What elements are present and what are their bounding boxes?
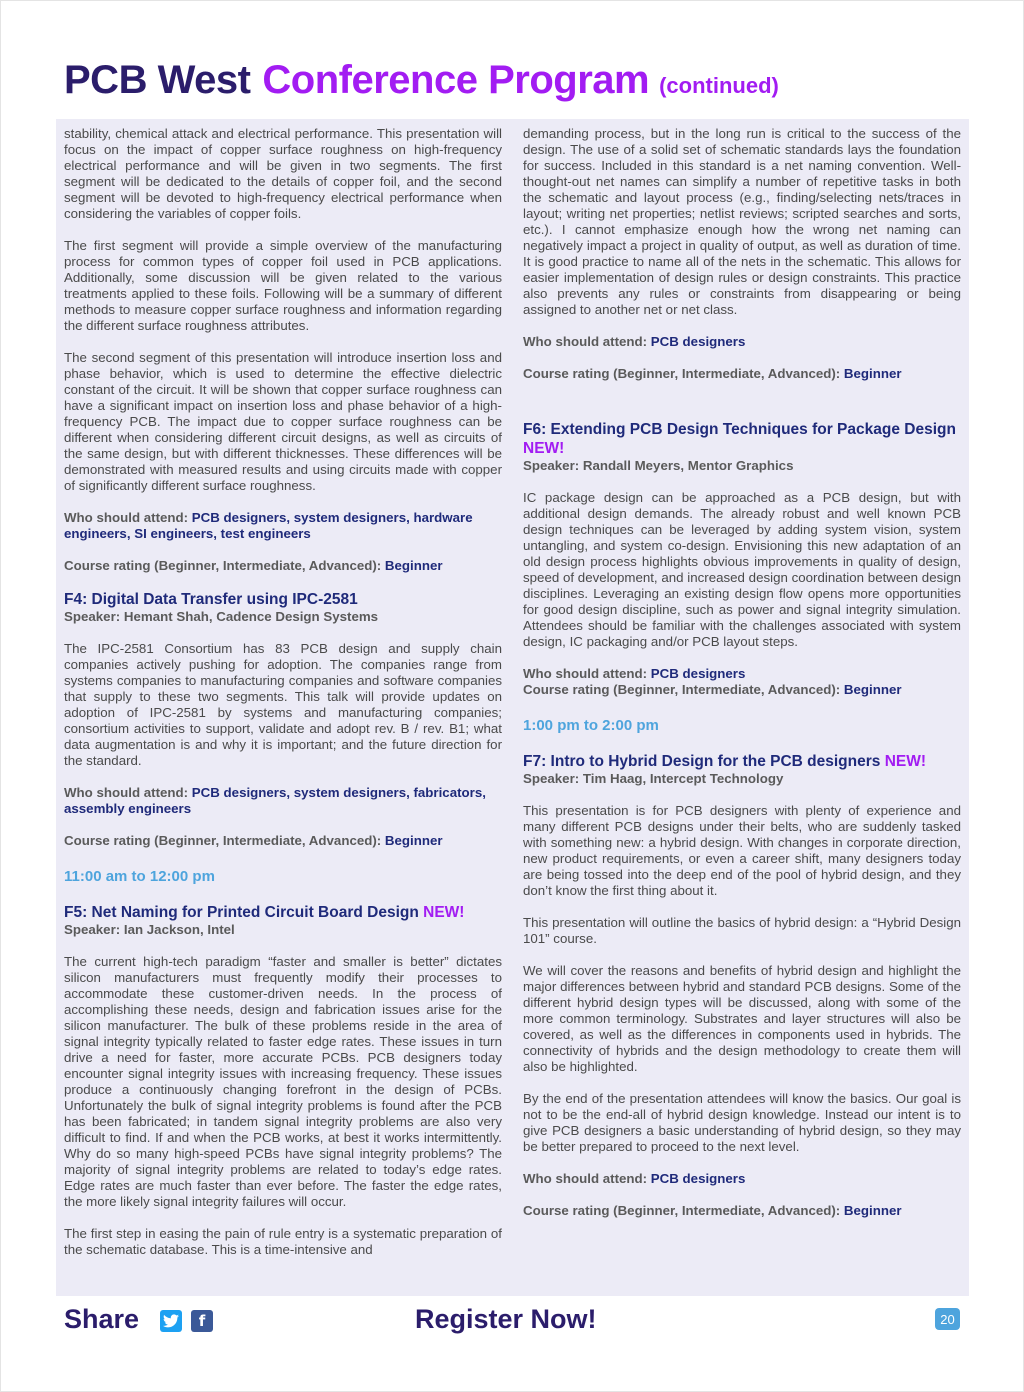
title-text: F6: Extending PCB Design Techniques for Package Design <box>523 421 956 438</box>
rating-value: Beginner <box>843 366 902 381</box>
left-column <box>64 126 502 1274</box>
attend-label: Who should attend: <box>523 334 651 349</box>
rating-label: Course rating (Beginner, Intermediate, Advanced): <box>64 833 385 848</box>
header-continued: (continued) <box>659 73 779 98</box>
attend-value: PCB designers, system designers, fabricators, assembly engineers <box>64 785 486 816</box>
twitter-icon[interactable] <box>160 1310 182 1332</box>
paragraph: stability, chemical attack and electrical performance. This presentation will focus on the impact of copper surface roughness on high-frequency electrical performance and will be given in two segments. The first segment will be dedicated to the details of copper foil, and the second segment will be devoted to high-frequency electrical performance when considering the variables of copper foils. <box>64 126 502 221</box>
attend-label: Who should attend: <box>64 785 192 800</box>
time-slot: 1:00 pm to 2:00 pm <box>523 717 659 734</box>
content-panel <box>56 119 969 1296</box>
new-badge: NEW! <box>523 440 565 457</box>
rating-label: Course rating (Beginner, Intermediate, Advanced): <box>523 682 844 697</box>
title-text: F7: Intro to Hybrid Design for the PCB designers <box>523 753 885 770</box>
course-rating <box>523 366 961 382</box>
attend-value: PCB designers <box>650 334 746 349</box>
title-text: F5: Net Naming for Printed Circuit Board Design <box>64 904 424 921</box>
paragraph: The second segment of this presentation will introduce insertion loss and phase behavior, which is used to determine the effective dielectric constant of the circuit. It will be shown that copper surface roughness can have a significant impact on insertion loss and phase behavior of a high-frequency PCB. The impact due to copper surface roughness can be different when considering different circuit designs, as well as circuits of the same design, but with different thicknesses. These differences will be demonstrated with measured results and using circuits made with copper of significantly different surface roughness. <box>64 350 502 493</box>
new-badge: NEW! <box>423 904 465 921</box>
facebook-icon[interactable]: f <box>191 1310 213 1332</box>
rating-label: Course rating (Beginner, Intermediate, Advanced): <box>523 366 844 381</box>
who-should-attend <box>523 1171 961 1187</box>
paragraph: We will cover the reasons and benefits of hybrid design and highlight the major differences between hybrid and standard PCB designs. Some of the different hybrid design types will be discussed, along with some of the more common terminology. Substrates and layer structures will also be covered, as well as the differences in components used in hybrids. The connectivity of hybrids and the design methodology to create them will also be highlighted. <box>523 963 961 1074</box>
course-rating <box>523 1203 961 1219</box>
rating-value: Beginner <box>843 682 902 697</box>
course-rating <box>64 833 502 849</box>
attend-label: Who should attend: <box>64 510 192 525</box>
course-rating <box>523 682 961 698</box>
page-number-badge: 20 <box>935 1308 960 1330</box>
rating-value: Beginner <box>843 1203 902 1218</box>
paragraph: The IPC-2581 Consortium has 83 PCB design and supply chain companies actively pushing for adoption. The companies range from systems companies to manufacturing companies and software companies that supply to these two segments. This talk will provide updates on adoption of IPC-2581 by systems and manufacturing companies; consortium activities to support, validate and adopt rev. B / rev. B1; what data augmentation is and why it is important; and the future direction for the standard. <box>64 641 502 768</box>
who-should-attend <box>64 785 502 817</box>
rating-value: Beginner <box>384 558 443 573</box>
attend-value: PCB designers <box>650 1171 746 1186</box>
speaker-f7: Speaker: Tim Haag, Intercept Technology <box>523 771 784 786</box>
twitter-bird-glyph <box>163 1314 179 1328</box>
session-title-f6 <box>523 420 961 458</box>
course-rating <box>64 558 502 574</box>
paragraph: IC package design can be approached as a PCB design, but with additional design demands. The already robust and well known PCB design techniques can be leveraged by adding system vision, system untangling, and system co-design. Envisioning this new adaptation of an old design process highlights obvious improvements in quality of design, speed of development, and increased design coordination between design disciplines. Leveraging an existing design flow opens more opportunities for good design discipline, such as power and signal integrity simulation. Attendees should be familiar with the challenges associated with system design, IC packaging and/or PCB layout steps. <box>523 490 961 649</box>
page-header <box>64 58 964 103</box>
speaker-f6: Speaker: Randall Meyers, Mentor Graphics <box>523 458 794 473</box>
rating-label: Course rating (Beginner, Intermediate, Advanced): <box>64 558 385 573</box>
new-badge: NEW! <box>884 753 927 770</box>
who-should-attend <box>523 334 961 350</box>
session-title-f4: F4: Digital Data Transfer using IPC-2581 <box>64 591 358 608</box>
speaker-f4: Speaker: Hemant Shah, Cadence Design Systems <box>64 609 379 624</box>
paragraph: This presentation is for PCB designers with plenty of experience and many different PCB designs under their belts, who are suddenly tasked with something new: a hybrid design. With changes in corporate direction, new product requirements, or even a career shift, many designers today are being tossed into the deep end of the pool of hybrid design, and they don’t know the first thing about it. <box>523 803 961 898</box>
paragraph: This presentation will outline the basics of hybrid design: a “Hybrid Design 101” course. <box>523 915 961 946</box>
session-title-f5 <box>64 903 502 922</box>
paragraph: By the end of the presentation attendees will know the basics. Our goal is not to be the end-all of hybrid design knowledge. Instead our intent is to give PCB designers a basic understanding of hybrid design, so they may be better prepared to proceed to the next level. <box>523 1091 961 1154</box>
paragraph: demanding process, but in the long run is critical to the success of the design. The use of a solid set of schematic standards lays the foundation for success. Included in this standard is a net naming convention. Well-thought-out net names can simplify a number of repetitive tasks in both the schematic and layout process (e.g., finding/selecting nets/traces in layout; writing net properties; netlist reviews; scripted searches and sorts, etc.). I cannot emphasize enough how the wrong net naming can negatively impact a project in quality of output, as well as duration of time. It is good practice to name all of the nets in the schematic. This allows for easier implementation of design rules or design constraints. This practice also prevents any rules or constraints from disappearing or being assigned to another net or net class. <box>523 126 961 317</box>
rating-value: Beginner <box>384 833 443 848</box>
attend-value: PCB designers <box>650 666 746 681</box>
who-should-attend <box>523 666 961 682</box>
header-conference-program: Conference Program <box>262 58 650 102</box>
header-pcb-west: PCB West <box>64 58 251 102</box>
attend-label: Who should attend: <box>523 666 651 681</box>
session-title-f7 <box>523 752 961 771</box>
attend-label: Who should attend: <box>523 1171 651 1186</box>
register-now-link[interactable]: Register Now! <box>415 1304 597 1334</box>
who-should-attend <box>64 510 502 542</box>
paragraph: The first segment will provide a simple overview of the manufacturing process for common types of copper foil used in PCB applications. Additionally, some discussion will be given related to the various treatments applied to these foils. Following will be a summary of different methods to measure copper surface roughness and information regarding the different surface roughness attributes. <box>64 238 502 333</box>
rating-label: Course rating (Beginner, Intermediate, Advanced): <box>523 1203 844 1218</box>
time-slot: 11:00 am to 12:00 pm <box>64 868 215 885</box>
share-label: Share <box>64 1304 140 1334</box>
attend-value: PCB designers, system designers, hardware engineers, SI engineers, test engineers <box>64 510 473 541</box>
paragraph: The current high-tech paradigm “faster and smaller is better” dictates silicon manufacturers must frequently modify their processes to accommodate these customer-driven needs. In the process of accomplishing these needs, design and fabrication issues arise for the silicon manufacturer. The bulk of these problems reside in the area of signal integrity typically related to faster edge rates. These issues in turn drive a need for faster, more accurate PCBs. PCB designers today encounter signal integrity issues with increasing frequency. These issues produce a continuously changing forefront in the design of PCBs. Unfortunately the bulk of signal integrity problems is found after the PCB has been fabricated; in tandem signal integrity problems are also very difficult to find. If and when the PCB works, at best it works intermittently. Why do so many high-speed PCBs have signal integrity problems? The majority of signal integrity problems are related to today’s edge rates. Edge rates are much faster than ever before. The faster the edge rates, the more likely signal integrity failures will occur. <box>64 954 502 1209</box>
speaker-f5: Speaker: Ian Jackson, Intel <box>64 922 235 937</box>
right-column <box>523 126 961 1235</box>
page-footer <box>0 1296 1024 1346</box>
paragraph: The first step in easing the pain of rule entry is a systematic preparation of the schematic database. This is a time-intensive and <box>64 1226 502 1257</box>
